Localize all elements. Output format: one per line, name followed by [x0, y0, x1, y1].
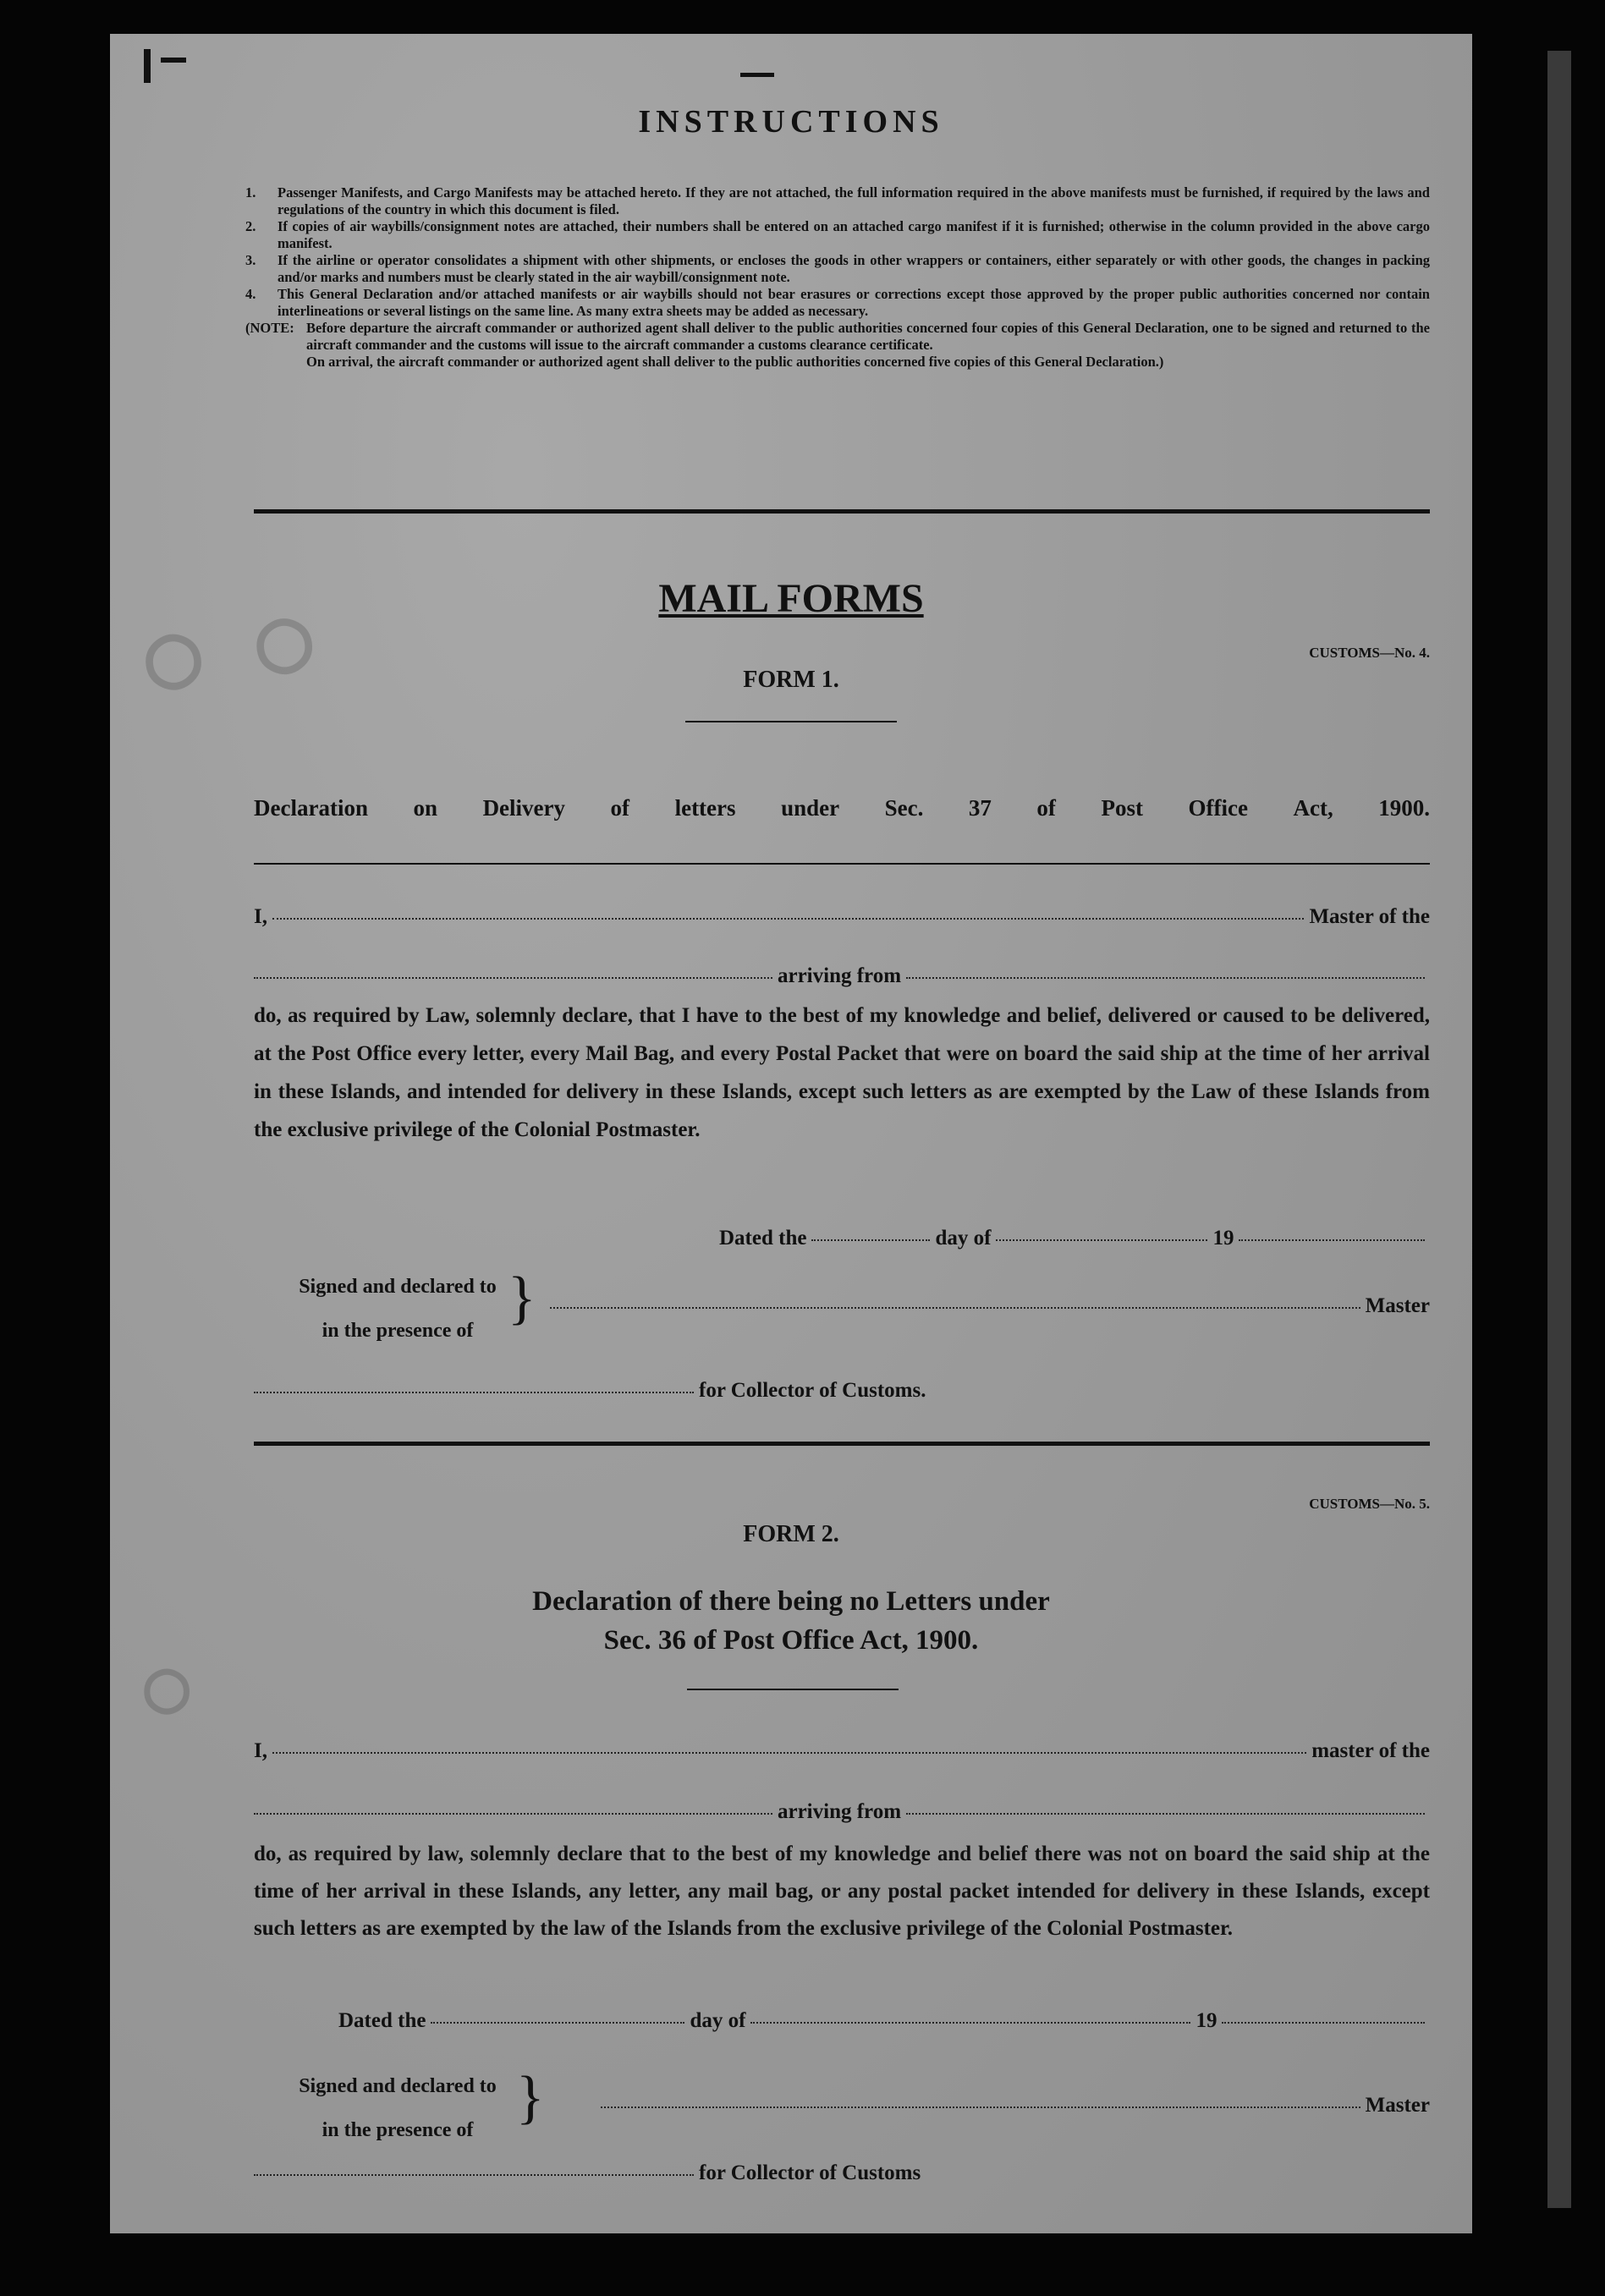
master-label: Master [1365, 2094, 1430, 2117]
collector-label: for Collector of Customs. [699, 1379, 926, 1402]
year-label: 19 [1212, 1227, 1234, 1250]
form1-arriving-line [254, 964, 1430, 988]
instruction-note [245, 354, 1430, 371]
signed-label: Signed and declared to [299, 1276, 497, 1298]
arriving-from-field[interactable] [906, 1813, 1425, 1815]
heading-word: 37 [968, 795, 992, 821]
instruction-text: Passenger Manifests, and Cargo Manifests may be attached hereto. If they are not attached, the full information required in the above manifests must be furnished, if required by the laws and regulations of the country in which this document is filed. [278, 184, 1430, 217]
instructions-title: INSTRUCTIONS [638, 104, 944, 140]
day-of-label: day of [935, 1227, 992, 1250]
heading-word: under [781, 795, 840, 821]
form1-declaration-heading [254, 795, 1430, 821]
instruction-number: 4. [245, 286, 256, 302]
master-of-label: master of the [1311, 1739, 1430, 1762]
form1-dated-line [719, 1227, 1430, 1250]
heading-word: Delivery [482, 795, 566, 821]
title-underline [685, 721, 897, 722]
arriving-from-label: arriving from [777, 1800, 902, 1823]
form2-collector-line [254, 2161, 1100, 2185]
date-year-field[interactable] [1222, 2022, 1425, 2024]
note-text: Before departure the aircraft commander or authorized agent shall deliver to the public authorities concerned four copies of this General Declaration, one to be signed and returned to the aircraft commander and the customs will issue to the aircraft commander a customs clearance certificate. [306, 320, 1430, 353]
master-signature-field[interactable] [601, 2106, 1360, 2108]
heading-line: Sec. 36 of Post Office Act, 1900. [603, 1625, 979, 1656]
form2-master-line [254, 1739, 1430, 1763]
heading-line: Declaration of there being no Letters under [532, 1586, 1050, 1617]
arriving-from-label: arriving from [777, 964, 902, 987]
form2-customs-number: CUSTOMS—No. 5. [1309, 1496, 1430, 1512]
instruction-note [245, 320, 1430, 354]
ship-name-field[interactable] [254, 977, 772, 979]
form2-title: FORM 2. [743, 1521, 839, 1547]
instruction-text: This General Declaration and/or attached manifests or air waybills should not bear erasures or corrections except those approved by the proper public authorities concerned nor contain interlineations or several listings on the same line. As many extra sheets may be added as necessary. [278, 286, 1430, 319]
year-label: 19 [1196, 2009, 1217, 2032]
master-name-field[interactable] [272, 918, 1304, 920]
instruction-item [245, 184, 1430, 218]
heading-word: of [610, 795, 630, 821]
scan-edge [1547, 51, 1571, 2208]
heading-word: Declaration [254, 795, 368, 821]
ink-smudge [740, 73, 774, 77]
note-label: (NOTE: [245, 320, 294, 336]
section-divider [254, 863, 1430, 865]
form2-declaration-heading [110, 1582, 1472, 1660]
presence-label: in the presence of [322, 2119, 474, 2141]
heading-word: Act, [1293, 795, 1333, 821]
collector-signature-field[interactable] [254, 1392, 694, 1393]
date-year-field[interactable] [1239, 1239, 1425, 1241]
ink-smudge [161, 58, 186, 63]
i-label: I, [254, 1739, 267, 1762]
instruction-number: 2. [245, 218, 256, 234]
section-divider [254, 1442, 1430, 1446]
i-label: I, [254, 905, 267, 928]
form2-master-sign-line [601, 2094, 1430, 2117]
instruction-text: If the airline or operator consolidates a shipment with other shipments, or encloses the goods in other wrappers or containers, either separately or with other goods, the changes in packing and/or marks and numbers must be clearly stated in the air waybill/consignment note. [278, 252, 1430, 285]
form2-body: do, as required by law, solemnly declare that to the best of my knowledge and belief there was not on board the said ship at the time of her arrival in these Islands, any letter, any mail bag, or any postal packet intended for delivery in these Islands, except such letters as are exempted by the law of the Islands from the exclusive privilege of the Colonial Postmaster. [254, 1843, 1430, 1940]
arriving-from-field[interactable] [906, 977, 1425, 979]
form2-arriving-line [254, 1800, 1430, 1824]
day-of-label: day of [690, 2009, 746, 2032]
heading-word: Office [1188, 795, 1248, 821]
brace-symbol: } [508, 1266, 536, 1331]
ship-name-field[interactable] [254, 1813, 772, 1815]
date-day-field[interactable] [811, 1239, 930, 1241]
collector-signature-field[interactable] [254, 2174, 694, 2176]
instruction-item [245, 252, 1430, 286]
instructions-list [245, 184, 1430, 371]
brace-symbol: } [516, 2065, 545, 2130]
bleed-through-mark: ○ ○ [137, 580, 319, 712]
heading-word: on [413, 795, 438, 821]
bleed-through-mark: ○ [144, 1641, 190, 1730]
master-label: Master [1365, 1294, 1430, 1317]
heading-word: 1900. [1378, 795, 1430, 821]
heading-word: of [1036, 795, 1056, 821]
form1-collector-line [254, 1379, 1100, 1403]
section-divider [254, 509, 1430, 514]
title-underline [687, 1689, 899, 1690]
ink-smudge [144, 49, 151, 83]
heading-word: Sec. [884, 795, 924, 821]
instruction-text: If copies of air waybills/consignment notes are attached, their numbers shall be entered on an attached cargo manifest if it is furnished; otherwise in the column provided in the above cargo manifest. [278, 218, 1430, 251]
form1-master-sign-line [550, 1294, 1430, 1318]
heading-word: Post [1101, 795, 1143, 821]
document-page [110, 34, 1472, 2233]
collector-label: for Collector of Customs [699, 2161, 921, 2184]
mail-forms-title: MAIL FORMS [658, 576, 924, 621]
dated-label: Dated the [719, 1227, 807, 1250]
form1-title: FORM 1. [743, 667, 839, 693]
form1-signed-block [254, 1265, 541, 1353]
dated-label: Dated the [338, 2009, 426, 2032]
presence-label: in the presence of [322, 1320, 474, 1342]
signed-label: Signed and declared to [299, 2075, 497, 2097]
form1-customs-number: CUSTOMS—No. 4. [1309, 645, 1430, 661]
date-month-field[interactable] [750, 2022, 1190, 2024]
instruction-item [245, 286, 1430, 320]
master-of-label: Master of the [1309, 905, 1430, 928]
form1-master-line [254, 905, 1430, 929]
date-month-field[interactable] [996, 1239, 1207, 1241]
form1-body: do, as required by Law, solemnly declare, that I have to the best of my knowledge and belief, delivered or caused to be delivered, at the Post Office every letter, every Mail Bag, and every Postal Packet that were on board the said ship at the time of her arrival in these Islands, and intended for delivery in these Islands, except such letters as are exempted by the Law of these Islands from the exclusive privilege of the Colonial Postmaster. [254, 1004, 1430, 1141]
form2-signed-block [254, 2064, 541, 2152]
instruction-item [245, 218, 1430, 252]
instruction-number: 3. [245, 252, 256, 268]
master-signature-field[interactable] [550, 1307, 1360, 1309]
instruction-number: 1. [245, 184, 256, 200]
form2-dated-line [338, 2009, 1430, 2033]
master-name-field[interactable] [272, 1752, 1306, 1754]
note-text: On arrival, the aircraft commander or authorized agent shall deliver to the public authorities concerned five copies of this General Declaration.) [306, 354, 1164, 370]
heading-word: letters [674, 795, 736, 821]
date-day-field[interactable] [431, 2022, 684, 2024]
